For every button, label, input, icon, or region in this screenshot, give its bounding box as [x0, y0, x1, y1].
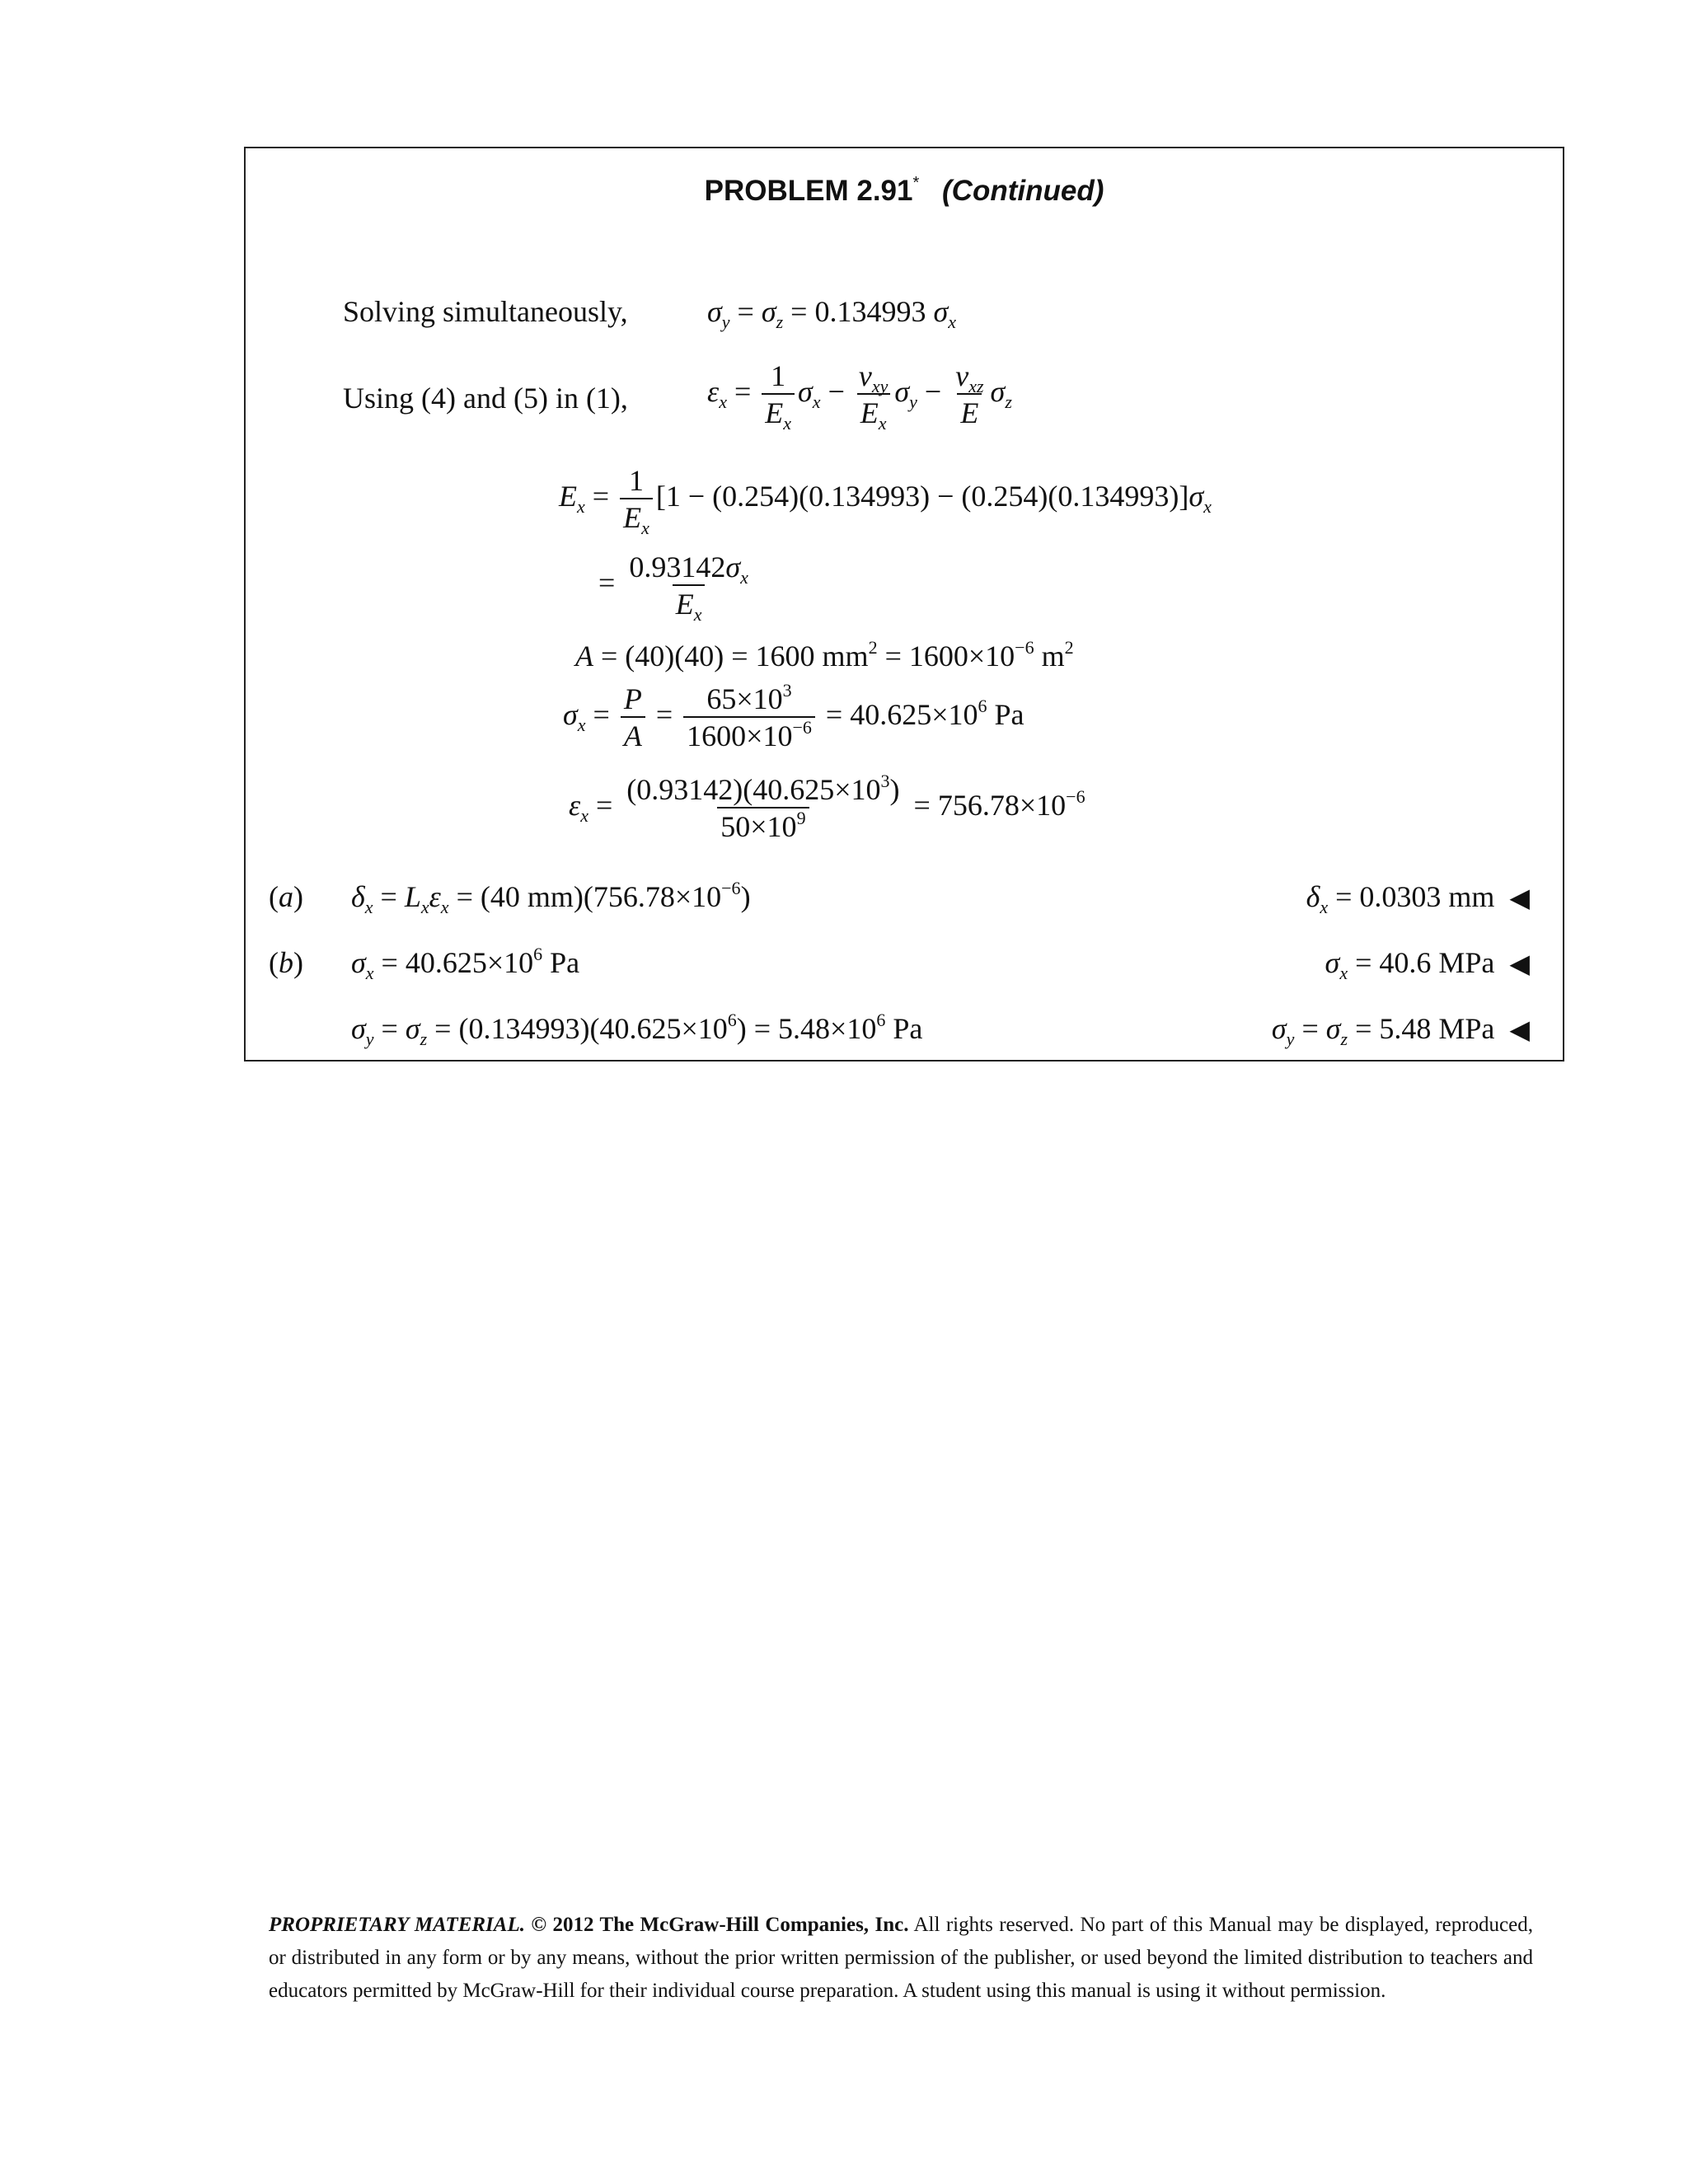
answer-marker-icon: ◀ [1509, 883, 1530, 912]
part-a-equation: $\delta_x = L_x\varepsilon_x = (40$ $mm)(756.78\times 10^{-6})$ [351, 878, 751, 917]
part-b-equation: $\sigma_x = 40.625\times 10^6$ Pa [351, 944, 580, 983]
solving-label: Solving simultaneously, [343, 295, 628, 328]
copyright-footer: PROPRIETARY MATERIAL. © 2012 The McGraw-Hill Companies, Inc. All rights reserved. No part of this Manual may be displayed, reproduced, or distributed in any form or by any means, without the prior written permission of the publisher, or used beyond the limited distribution to teachers and educators permitted by McGraw-Hill for their individual course preparation. A student using this manual is using it without permission. [269, 1914, 1534, 2002]
part-a-label: (a) [269, 880, 303, 913]
problem-frame [244, 147, 1564, 1062]
using-label: Using (4) and (5) in (1), [343, 382, 628, 415]
answer-marker-icon: ◀ [1509, 1015, 1530, 1044]
page-title: PROBLEM 2.91* (Continued) [704, 174, 1104, 207]
area-equation: A = (40)(40) = 1600 $mm^2 = 1600\times 10^{-6}$ $m^2$ [575, 637, 1074, 673]
epsilon-x-equation: $\varepsilon_x$ = $\frac{(0.93142)(40.625\times 10^3)}{50\times 10^9}$ = $756.78\times 10^{-6}$ [569, 771, 1085, 843]
part-b-label: (b) [269, 946, 303, 979]
solving-equation: $\sigma_y = \sigma_z = 0.134993$ $\sigma_x$ [707, 295, 957, 332]
strain-equation: $\varepsilon_x$ = $\frac{1}{E_x}$ $\sigma_x$ − $\frac{v_{xy}}{E_x}$ $\sigma_y$ − $\frac{v_{xz}}{E}$ $\sigma_z$ [707, 359, 1012, 434]
part-b-answer: $\sigma_x = 40.6$ MPa ◀ [1325, 946, 1530, 983]
answer-marker-icon: ◀ [1509, 949, 1530, 978]
sigma-x-equation: $\sigma_x$ = $\frac{P}{A}$ = $\frac{65\times 10^3}{1600\times 10^{-6}}$ = $40.625\times 10^6$ Pa [563, 680, 1025, 752]
part-b-answer-2: $\sigma_y = \sigma_z = 5.48$ MPa ◀ [1271, 1012, 1530, 1049]
part-a-answer: $\delta_x = 0.0303$ mm ◀ [1306, 880, 1530, 917]
part-b-equation-2: $\sigma_y = \sigma_z = (0.134993)(40.625\times 10^6) = 5.48\times 10^6$ Pa [351, 1010, 923, 1049]
ex-equation: $E_x$ = $\frac{1}{E_x}$ $[1 - (0.254)(0.134993) - (0.254)(0.134993)]\sigma_x$ [559, 464, 1212, 538]
ex-simplified: = $\frac{0.93142\sigma_x}{E_x}$ [598, 551, 748, 625]
